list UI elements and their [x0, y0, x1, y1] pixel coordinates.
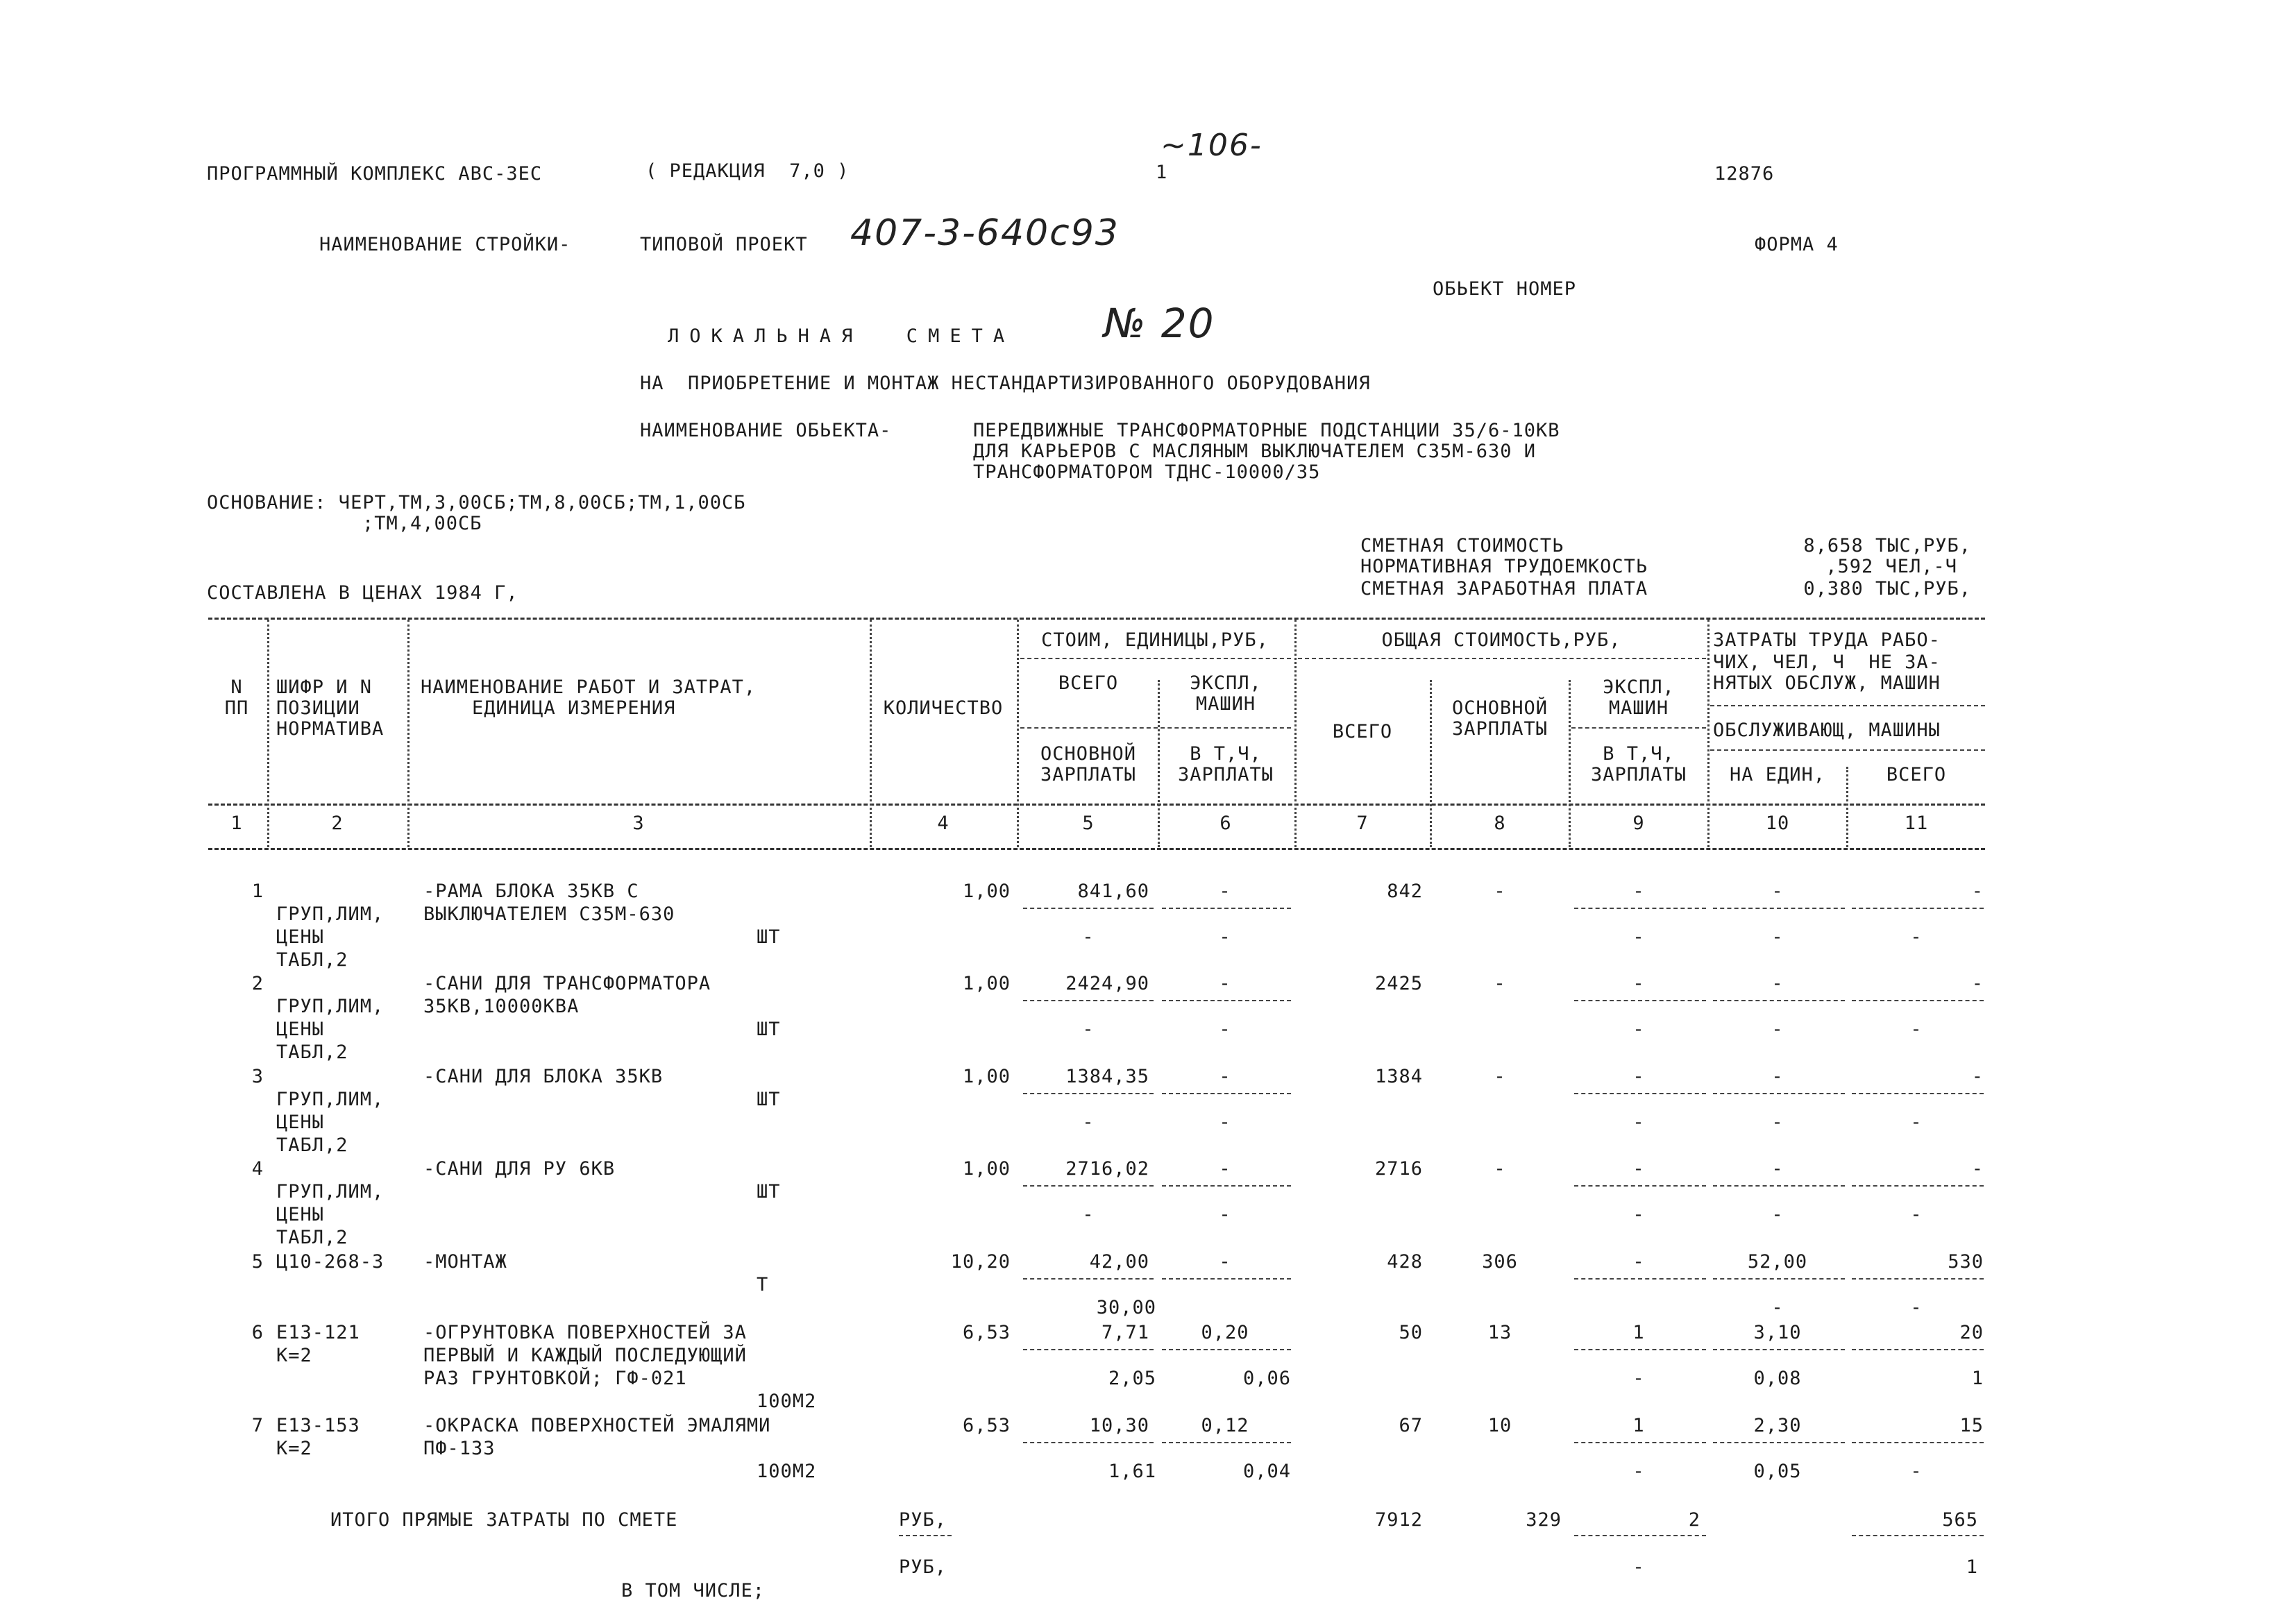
- row-labor-total: -: [1971, 881, 1984, 902]
- row-name: -РАМА БЛОКА 35КВ С: [423, 881, 639, 902]
- cell-divider-rule: [1713, 1000, 1845, 1001]
- row-code: К=2: [276, 1438, 312, 1459]
- col-number: 10: [1765, 813, 1790, 834]
- row-unit-cost-machines: -: [1219, 1158, 1231, 1180]
- row-code: К=2: [276, 1345, 312, 1366]
- row-code: ЦЕНЫ: [276, 1019, 325, 1040]
- col-divider: [1569, 680, 1571, 847]
- row-labor-per-unit: 52,00: [1747, 1251, 1808, 1273]
- header-sub-rule: [1020, 727, 1291, 729]
- header-sub-rule: [1298, 658, 1706, 659]
- row-unit-cost-total: 10,30: [1089, 1415, 1149, 1436]
- table-top-rule: [208, 618, 1985, 620]
- row-total-cost: 67: [1399, 1415, 1423, 1436]
- row-labor-machines-total: -: [1910, 1297, 1923, 1318]
- cell-divider-rule: [1852, 1093, 1984, 1094]
- row-unit-cost-machines: -: [1219, 1251, 1231, 1273]
- row-labor-machines-total: -: [1910, 1019, 1923, 1040]
- col-number: 8: [1494, 813, 1506, 834]
- project-number-handwritten: 407-3-640с93: [850, 212, 1120, 254]
- col-number: 2: [331, 813, 344, 834]
- object-number-label: ОБЬЕКТ НОМЕР: [1433, 278, 1577, 300]
- row-unit: ШТ: [757, 1019, 781, 1040]
- row-code: Е13-121: [276, 1322, 360, 1343]
- program-name: ПРОГРАММНЫЙ КОМПЛЕКС АВС-3ЕС: [207, 163, 543, 185]
- row-quantity: 6,53: [962, 1322, 1011, 1343]
- header-sub-rule: [1710, 705, 1985, 706]
- cell-divider-rule: [1023, 1442, 1154, 1443]
- row-unit-cost-machines: 0,20: [1201, 1322, 1249, 1343]
- cell-divider-rule: [1574, 1278, 1706, 1280]
- col-header-6-bottom: В Т,Ч,: [1190, 743, 1262, 765]
- cell-divider-rule: [1852, 1442, 1984, 1443]
- row-labor-machines-unit: -: [1771, 926, 1784, 948]
- cell-divider-rule: [1713, 1442, 1845, 1443]
- col-group-labor-machines: ОБСЛУЖИВАЮЩ, МАШИНЫ: [1713, 720, 1941, 741]
- row-labor-machines-total: -: [1910, 926, 1923, 948]
- row-unit-wages: 2,05: [1108, 1368, 1156, 1389]
- col-header-6-bottom: ЗАРПЛАТЫ: [1177, 764, 1274, 785]
- totals-col-9-wages: -: [1632, 1556, 1645, 1578]
- col-number: 5: [1082, 813, 1095, 834]
- basis-1: ОСНОВАНИЕ: ЧЕРТ,ТМ,3,00СБ;ТМ,8,00СБ;ТМ,1,00СБ: [207, 492, 746, 513]
- row-total-machines: -: [1632, 881, 1645, 902]
- col-group-labor: НЯТЫХ ОБСЛУЖ, МАШИН: [1713, 672, 1941, 694]
- row-unit-wages-machines: -: [1219, 1019, 1231, 1040]
- totals-unit: РУБ,: [899, 1509, 947, 1531]
- row-unit: 100М2: [757, 1391, 817, 1412]
- row-unit-cost-total: 2424,90: [1065, 973, 1149, 994]
- row-unit-cost-machines: -: [1219, 1066, 1231, 1087]
- row-total-wages: 13: [1487, 1322, 1512, 1343]
- cell-divider-rule: [1713, 908, 1845, 909]
- row-labor-machines-unit: -: [1771, 1019, 1784, 1040]
- row-code: Е13-153: [276, 1415, 360, 1436]
- row-labor-machines-total: 1: [1971, 1368, 1984, 1389]
- row-name: ПФ-133: [423, 1438, 496, 1459]
- col-divider: [1017, 620, 1019, 847]
- row-labor-total: -: [1971, 973, 1984, 994]
- cell-divider-rule: [1852, 908, 1984, 909]
- cell-divider-rule: [1162, 1000, 1291, 1001]
- totals-label: ИТОГО ПРЯМЫЕ ЗАТРАТЫ ПО СМЕТЕ: [330, 1509, 678, 1531]
- cell-divider-rule: [1023, 1185, 1154, 1187]
- row-number: 4: [251, 1158, 264, 1180]
- row-wages-machines: -: [1632, 1461, 1645, 1482]
- cell-divider-rule: [1713, 1349, 1845, 1350]
- col-group-total-cost: ОБЩАЯ СТОИМОСТЬ,РУБ,: [1381, 629, 1621, 651]
- row-unit-cost-total: 841,60: [1077, 881, 1149, 902]
- cell-divider-rule: [1162, 1278, 1291, 1280]
- row-total-wages: -: [1494, 1158, 1506, 1180]
- row-labor-per-unit: -: [1771, 881, 1784, 902]
- col-header-n: ПП: [224, 697, 249, 719]
- form-label: ФОРМА 4: [1755, 234, 1839, 255]
- col-header-code: НОРМАТИВА: [276, 718, 385, 740]
- row-number: 5: [251, 1251, 264, 1273]
- project-label: ТИПОВОЙ ПРОЕКТ: [640, 234, 808, 255]
- cell-divider-rule: [1574, 1185, 1706, 1187]
- row-labor-per-unit: -: [1771, 1158, 1784, 1180]
- col-header-6-top: МАШИН: [1195, 693, 1256, 715]
- row-wages-machines: -: [1632, 1204, 1645, 1225]
- row-labor-total: -: [1971, 1158, 1984, 1180]
- row-name: -САНИ ДЛЯ БЛОКА 35КВ: [423, 1066, 664, 1087]
- col-divider: [1846, 767, 1848, 847]
- row-total-machines: -: [1632, 1066, 1645, 1087]
- col-header-11: ВСЕГО: [1886, 764, 1947, 785]
- row-unit-cost-machines: -: [1219, 973, 1231, 994]
- col-header-6-top: ЭКСПЛ,: [1190, 672, 1262, 694]
- col-header-8: ОСНОВНОЙ: [1451, 697, 1548, 719]
- row-quantity: 1,00: [962, 881, 1011, 902]
- row-number: 6: [251, 1322, 264, 1343]
- row-unit-cost-machines: -: [1219, 881, 1231, 902]
- row-code: ТАБЛ,2: [276, 1227, 348, 1248]
- totals-col-9: 2: [1688, 1509, 1700, 1531]
- row-code: ЦЕНЫ: [276, 1112, 325, 1133]
- row-labor-machines-total: -: [1910, 1112, 1923, 1133]
- cell-divider-rule: [1574, 908, 1706, 909]
- row-labor-per-unit: 2,30: [1753, 1415, 1802, 1436]
- row-code: ТАБЛ,2: [276, 1042, 348, 1063]
- construction-label: НАИМЕНОВАНИЕ СТРОЙКИ-: [319, 234, 571, 255]
- cell-divider-rule: [1162, 1349, 1291, 1350]
- handwritten-page-number: ~106-: [1160, 128, 1263, 163]
- col-group-unit-cost: СТОИМ, ЕДИНИЦЫ,РУБ,: [1041, 629, 1269, 651]
- cell-divider-rule: [1574, 1349, 1706, 1350]
- row-unit: 100М2: [757, 1461, 817, 1482]
- summary-label-wages: СМЕТНАЯ ЗАРАБОТНАЯ ПЛАТА: [1360, 578, 1648, 600]
- cell-divider-rule: [1023, 1000, 1154, 1001]
- table-colnum-rule: [208, 848, 1985, 850]
- estimate-number-handwritten: № 20: [1104, 300, 1215, 347]
- cell-divider-rule: [1713, 1278, 1845, 1280]
- basis-2: ;ТМ,4,00СБ: [362, 513, 482, 534]
- totals-unit-rule: [899, 1535, 952, 1536]
- col-header-5-bottom: ОСНОВНОЙ: [1040, 743, 1137, 765]
- row-unit-wages: -: [1082, 1019, 1095, 1040]
- row-labor-machines-unit: 0,08: [1753, 1368, 1802, 1389]
- row-total-wages: 306: [1482, 1251, 1518, 1273]
- cell-divider-rule: [1574, 1000, 1706, 1001]
- row-code: ЦЕНЫ: [276, 1204, 325, 1225]
- row-labor-per-unit: 3,10: [1753, 1322, 1802, 1343]
- row-unit-cost-machines: 0,12: [1201, 1415, 1249, 1436]
- cell-divider-rule: [1162, 1442, 1291, 1443]
- row-code: Ц10-268-3: [276, 1251, 385, 1273]
- col-group-labor: ЗАТРАТЫ ТРУДА РАБО-: [1713, 629, 1941, 651]
- cell-divider-rule: [1713, 1185, 1845, 1187]
- row-unit-wages: 1,61: [1108, 1461, 1156, 1482]
- row-number: 2: [251, 973, 264, 994]
- totals-including: В ТОМ ЧИСЛЕ;: [621, 1580, 766, 1601]
- row-wages-machines: -: [1632, 1112, 1645, 1133]
- row-code: ТАБЛ,2: [276, 1135, 348, 1156]
- header-sub-rule: [1710, 749, 1985, 751]
- row-labor-machines-total: -: [1910, 1461, 1923, 1482]
- row-quantity: 10,20: [950, 1251, 1011, 1273]
- summary-label-labor: НОРМАТИВНАЯ ТРУДОЕМКОСТЬ: [1360, 556, 1648, 577]
- row-name: -САНИ ДЛЯ РУ 6КВ: [423, 1158, 616, 1180]
- col-divider: [1707, 620, 1710, 847]
- totals-rule: [1852, 1535, 1984, 1536]
- cell-divider-rule: [1852, 1185, 1984, 1187]
- row-name: РАЗ ГРУНТОВКОЙ; ГФ-021: [423, 1368, 687, 1389]
- row-name: ВЫКЛЮЧАТЕЛЕМ С35М-630: [423, 903, 675, 925]
- row-code: ГРУП,ЛИМ,: [276, 1089, 385, 1110]
- row-name: -САНИ ДЛЯ ТРАНСФОРМАТОРА: [423, 973, 711, 994]
- row-number: 3: [251, 1066, 264, 1087]
- cell-divider-rule: [1852, 1000, 1984, 1001]
- row-unit-wages-machines: 0,06: [1242, 1368, 1291, 1389]
- row-unit: Т: [757, 1274, 769, 1295]
- header-sub-rule: [1020, 658, 1291, 659]
- object-name-1: ПЕРЕДВИЖНЫЕ ТРАНСФОРМАТОРНЫЕ ПОДСТАНЦИИ 35/6-10КВ: [973, 420, 1560, 441]
- row-labor-total: 20: [1959, 1322, 1984, 1343]
- totals-col-7: 7912: [1374, 1509, 1423, 1531]
- col-header-8: ЗАРПЛАТЫ: [1451, 718, 1548, 740]
- row-total-cost: 842: [1387, 881, 1423, 902]
- row-labor-per-unit: -: [1771, 973, 1784, 994]
- row-unit-wages-machines: -: [1219, 1112, 1231, 1133]
- row-unit-wages-machines: -: [1219, 1204, 1231, 1225]
- row-unit-wages: -: [1082, 1112, 1095, 1133]
- row-code: ГРУП,ЛИМ,: [276, 903, 385, 925]
- page-number: 1: [1156, 162, 1168, 183]
- row-quantity: 1,00: [962, 1158, 1011, 1180]
- row-unit: ШТ: [757, 1181, 781, 1203]
- cell-divider-rule: [1162, 1185, 1291, 1187]
- row-unit-cost-total: 42,00: [1089, 1251, 1149, 1273]
- row-total-machines: -: [1632, 1158, 1645, 1180]
- row-code: ЦЕНЫ: [276, 926, 325, 948]
- col-header-5-bottom: ЗАРПЛАТЫ: [1040, 764, 1137, 785]
- col-header-9-top: МАШИН: [1608, 697, 1669, 719]
- row-labor-total: -: [1971, 1066, 1984, 1087]
- row-total-wages: -: [1494, 1066, 1506, 1087]
- row-quantity: 1,00: [962, 973, 1011, 994]
- col-header-name: НАИМЕНОВАНИЕ РАБОТ И ЗАТРАТ,: [421, 677, 757, 698]
- cell-divider-rule: [1023, 1349, 1154, 1350]
- object-name-2: ДЛЯ КАРЬЕРОВ С МАСЛЯНЫМ ВЫКЛЮЧАТЕЛЕМ С35М-630 И: [973, 441, 1537, 462]
- col-number: 4: [937, 813, 949, 834]
- cell-divider-rule: [1023, 1278, 1154, 1280]
- col-number: 7: [1356, 813, 1369, 834]
- row-unit: ШТ: [757, 1089, 781, 1110]
- row-wages-machines: -: [1632, 1019, 1645, 1040]
- row-total-machines: -: [1632, 1251, 1645, 1273]
- col-number: 1: [230, 813, 243, 834]
- row-name: 35КВ,10000КВА: [423, 996, 580, 1017]
- row-unit: ШТ: [757, 926, 781, 948]
- col-group-labor: ЧИХ, ЧЕЛ, Ч НЕ ЗА-: [1713, 652, 1941, 673]
- summary-label-cost: СМЕТНАЯ СТОИМОСТЬ: [1360, 535, 1564, 556]
- row-total-machines: 1: [1632, 1415, 1645, 1436]
- row-total-cost: 50: [1399, 1322, 1423, 1343]
- col-header-code: ШИФР И N: [276, 677, 373, 698]
- row-unit-cost-total: 1384,35: [1065, 1066, 1149, 1087]
- row-name: -МОНТАЖ: [423, 1251, 507, 1273]
- cell-divider-rule: [1162, 908, 1291, 909]
- row-labor-per-unit: -: [1771, 1066, 1784, 1087]
- row-labor-machines-total: -: [1910, 1204, 1923, 1225]
- row-labor-machines-unit: -: [1771, 1204, 1784, 1225]
- col-header-code: ПОЗИЦИИ: [276, 697, 360, 719]
- col-header-n: N: [230, 677, 243, 698]
- col-divider: [1430, 680, 1432, 847]
- summary-value-cost: 8,658 ТЫС,РУБ,: [1803, 535, 1971, 556]
- row-total-cost: 1384: [1374, 1066, 1423, 1087]
- row-labor-total: 530: [1948, 1251, 1984, 1273]
- totals-col-11: 565: [1942, 1509, 1978, 1531]
- row-number: 1: [251, 881, 264, 902]
- estimate-title: ЛОКАЛЬНАЯ СМЕТА: [668, 325, 1015, 347]
- cell-divider-rule: [1023, 1093, 1154, 1094]
- row-quantity: 1,00: [962, 1066, 1011, 1087]
- col-header-7: ВСЕГО: [1332, 721, 1393, 742]
- col-header-9-bottom: ЗАРПЛАТЫ: [1590, 764, 1687, 785]
- document-code: 12876: [1714, 163, 1775, 185]
- cell-divider-rule: [1162, 1093, 1291, 1094]
- row-total-cost: 2425: [1374, 973, 1423, 994]
- col-header-9-top: ЭКСПЛ,: [1603, 677, 1675, 698]
- row-labor-total: 15: [1959, 1415, 1984, 1436]
- object-name-3: ТРАНСФОРМАТОРОМ ТДНС-10000/35: [973, 461, 1321, 483]
- totals-col-8: 329: [1526, 1509, 1562, 1531]
- edition-label: ( РЕДАКЦИЯ 7,0 ): [645, 160, 850, 182]
- row-unit-wages: -: [1082, 1204, 1095, 1225]
- object-label: НАИМЕНОВАНИЕ ОБЬЕКТА-: [640, 420, 892, 441]
- row-total-wages: -: [1494, 973, 1506, 994]
- col-number: 9: [1632, 813, 1645, 834]
- totals-unit-2: РУБ,: [899, 1556, 947, 1578]
- row-labor-machines-unit: -: [1771, 1112, 1784, 1133]
- row-name: -ОКРАСКА ПОВЕРХНОСТЕЙ ЭМАЛЯМИ: [423, 1415, 771, 1436]
- cell-divider-rule: [1852, 1349, 1984, 1350]
- row-unit-cost-total: 7,71: [1101, 1322, 1149, 1343]
- row-unit-wages-machines: 0,04: [1242, 1461, 1291, 1482]
- row-wages-machines: -: [1632, 926, 1645, 948]
- row-total-machines: 1: [1632, 1322, 1645, 1343]
- col-header-qty: КОЛИЧЕСТВО: [883, 697, 1004, 719]
- row-number: 7: [251, 1415, 264, 1436]
- prices-year: СОСТАВЛЕНА В ЦЕНАХ 1984 Г,: [207, 582, 518, 604]
- row-labor-machines-unit: -: [1771, 1297, 1784, 1318]
- row-code: ГРУП,ЛИМ,: [276, 996, 385, 1017]
- row-total-wages: 10: [1487, 1415, 1512, 1436]
- row-unit-wages: -: [1082, 926, 1095, 948]
- totals-rule: [1574, 1535, 1706, 1536]
- row-name: ПЕРВЫЙ И КАЖДЫЙ ПОСЛЕДУЮЩИЙ: [423, 1345, 747, 1366]
- row-unit-cost-total: 2716,02: [1065, 1158, 1149, 1180]
- table-header-rule: [208, 804, 1985, 806]
- estimate-subject: НА ПРИОБРЕТЕНИЕ И МОНТАЖ НЕСТАНДАРТИЗИРОВАННОГО ОБОРУДОВАНИЯ: [640, 373, 1371, 394]
- row-total-wages: -: [1494, 881, 1506, 902]
- col-header-name: ЕДИНИЦА ИЗМЕРЕНИЯ: [472, 697, 676, 719]
- cell-divider-rule: [1574, 1442, 1706, 1443]
- header-sub-rule: [1571, 727, 1706, 729]
- row-total-machines: -: [1632, 973, 1645, 994]
- row-labor-machines-unit: 0,05: [1753, 1461, 1802, 1482]
- cell-divider-rule: [1574, 1093, 1706, 1094]
- cell-divider-rule: [1713, 1093, 1845, 1094]
- row-code: ТАБЛ,2: [276, 949, 348, 971]
- row-wages-machines: -: [1632, 1368, 1645, 1389]
- row-unit-wages-machines: -: [1219, 926, 1231, 948]
- cell-divider-rule: [1852, 1278, 1984, 1280]
- row-name: -ОГРУНТОВКА ПОВЕРХНОСТЕЙ ЗА: [423, 1322, 747, 1343]
- col-number: 3: [632, 813, 645, 834]
- summary-value-labor: ,592 ЧЕЛ,-Ч: [1825, 556, 1957, 577]
- row-total-cost: 428: [1387, 1251, 1423, 1273]
- summary-value-wages: 0,380 ТЫС,РУБ,: [1803, 578, 1971, 600]
- row-unit-wages: 30,00: [1096, 1297, 1156, 1318]
- row-quantity: 6,53: [962, 1415, 1011, 1436]
- row-code: ГРУП,ЛИМ,: [276, 1181, 385, 1203]
- col-header-9-bottom: В Т,Ч,: [1603, 743, 1675, 765]
- col-number: 6: [1219, 813, 1232, 834]
- cell-divider-rule: [1023, 908, 1154, 909]
- col-header-10: НА ЕДИН,: [1729, 764, 1826, 785]
- row-total-cost: 2716: [1374, 1158, 1423, 1180]
- col-header-5-top: ВСЕГО: [1058, 672, 1119, 694]
- totals-col-11-wages: 1: [1966, 1556, 1978, 1578]
- col-number: 11: [1904, 813, 1929, 834]
